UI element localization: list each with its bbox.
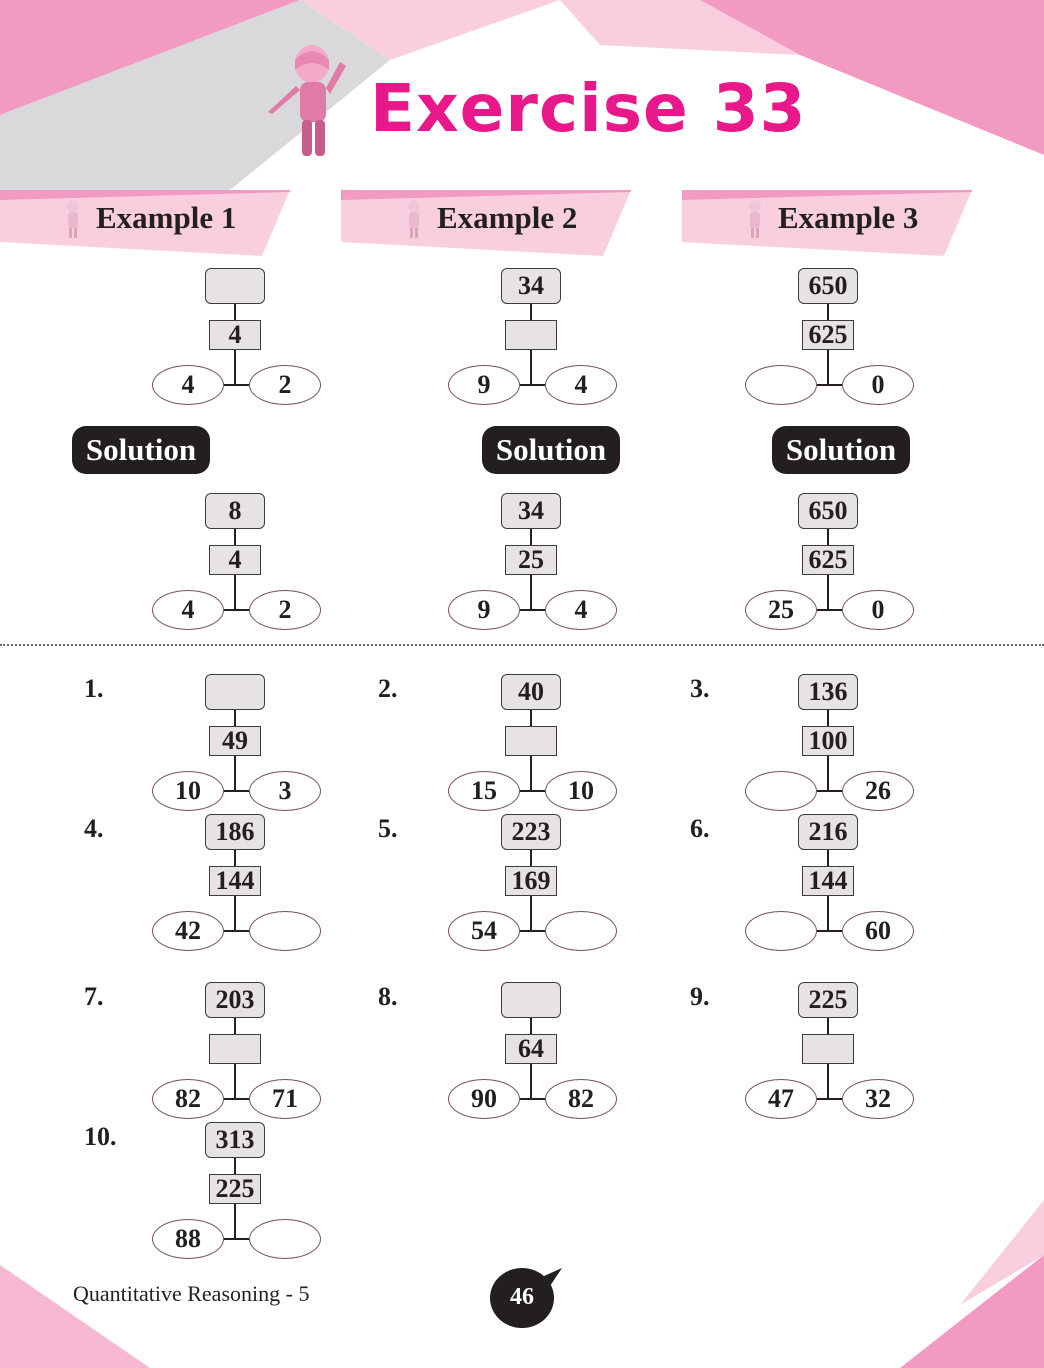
number-tree-diagram [448, 814, 628, 959]
top-box: 136 [798, 674, 858, 710]
question-number: 3. [690, 674, 710, 703]
top-box: 186 [205, 814, 265, 850]
example-label: Example 3 [778, 200, 919, 235]
connector-line [827, 575, 829, 611]
top-box: 225 [798, 982, 858, 1018]
connector-line [530, 850, 532, 866]
top-box: 203 [205, 982, 265, 1018]
mascot-icon [403, 198, 425, 240]
left-oval: 9 [448, 590, 520, 630]
number-tree-diagram [448, 268, 628, 413]
left-oval: 4 [152, 365, 224, 405]
right-oval[interactable] [545, 911, 617, 951]
connector-line [530, 710, 532, 726]
connector-line [817, 930, 842, 932]
connector-line [224, 384, 249, 386]
connector-line [234, 896, 236, 932]
number-tree-diagram [745, 982, 925, 1127]
connector-line [224, 609, 249, 611]
question-number: 9. [690, 982, 710, 1011]
connector-line [827, 529, 829, 545]
connector-line [817, 790, 842, 792]
left-oval: 54 [448, 911, 520, 951]
middle-box[interactable] [505, 320, 557, 350]
question-number: 6. [690, 814, 710, 843]
connector-line [827, 350, 829, 386]
question-number: 1. [84, 674, 104, 703]
connector-line [234, 529, 236, 545]
right-oval: 10 [545, 771, 617, 811]
right-oval: 32 [842, 1079, 914, 1119]
left-oval: 47 [745, 1079, 817, 1119]
mascot-icon [744, 198, 766, 240]
connector-line [234, 756, 236, 792]
middle-box: 49 [209, 726, 261, 756]
solution-badge: Solution [482, 426, 620, 474]
right-oval: 26 [842, 771, 914, 811]
connector-line [827, 896, 829, 932]
middle-box: 100 [802, 726, 854, 756]
right-oval: 60 [842, 911, 914, 951]
right-oval: 82 [545, 1079, 617, 1119]
middle-box: 144 [209, 866, 261, 896]
left-oval: 90 [448, 1079, 520, 1119]
connector-line [827, 1064, 829, 1100]
middle-box: 4 [209, 320, 261, 350]
connector-line [234, 1158, 236, 1174]
connector-line [530, 529, 532, 545]
connector-line [234, 1018, 236, 1034]
section-divider [0, 644, 1044, 646]
number-tree-diagram [745, 268, 925, 413]
connector-line [530, 350, 532, 386]
top-box: 40 [501, 674, 561, 710]
number-tree-diagram [448, 982, 628, 1127]
question-number: 5. [378, 814, 398, 843]
right-oval[interactable] [249, 1219, 321, 1259]
middle-box: 144 [802, 866, 854, 896]
top-box: 216 [798, 814, 858, 850]
number-tree-diagram [745, 814, 925, 959]
question-number: 8. [378, 982, 398, 1011]
number-tree-diagram [152, 493, 332, 638]
top-box: 8 [205, 493, 265, 529]
left-oval: 9 [448, 365, 520, 405]
middle-box: 64 [505, 1034, 557, 1064]
connector-line [827, 850, 829, 866]
right-oval: 4 [545, 365, 617, 405]
top-box: 34 [501, 268, 561, 304]
connector-line [224, 930, 249, 932]
question-number: 2. [378, 674, 398, 703]
top-box[interactable] [205, 674, 265, 710]
top-box: 650 [798, 493, 858, 529]
number-tree-diagram [745, 674, 925, 819]
right-oval: 3 [249, 771, 321, 811]
girl-mascot-icon [262, 42, 357, 162]
solution-badge: Solution [72, 426, 210, 474]
number-tree-diagram [152, 268, 332, 413]
mascot-icon [62, 198, 84, 240]
left-oval: 10 [152, 771, 224, 811]
connector-line [234, 350, 236, 386]
connector-line [530, 896, 532, 932]
connector-line [530, 756, 532, 792]
connector-line [827, 1018, 829, 1034]
connector-line [234, 710, 236, 726]
connector-line [520, 790, 545, 792]
connector-line [520, 384, 545, 386]
left-oval[interactable] [745, 911, 817, 951]
connector-line [520, 930, 545, 932]
number-tree-diagram [152, 814, 332, 959]
connector-line [234, 1064, 236, 1100]
connector-line [817, 609, 842, 611]
question-number: 4. [84, 814, 104, 843]
example-label: Example 2 [437, 200, 578, 235]
example-label: Example 1 [96, 200, 237, 235]
question-number: 10. [84, 1122, 117, 1151]
solution-badge: Solution [772, 426, 910, 474]
left-oval: 4 [152, 590, 224, 630]
top-box[interactable] [205, 268, 265, 304]
connector-line [827, 304, 829, 320]
connector-line [827, 756, 829, 792]
number-tree-diagram [745, 493, 925, 638]
question-number: 7. [84, 982, 104, 1011]
connector-line [530, 575, 532, 611]
right-oval[interactable] [249, 911, 321, 951]
top-box: 313 [205, 1122, 265, 1158]
connector-line [234, 1204, 236, 1240]
top-box: 650 [798, 268, 858, 304]
connector-line [234, 304, 236, 320]
connector-line [224, 790, 249, 792]
left-oval[interactable] [745, 365, 817, 405]
middle-box: 625 [802, 545, 854, 575]
right-oval: 4 [545, 590, 617, 630]
middle-box[interactable] [209, 1034, 261, 1064]
number-tree-diagram [152, 982, 332, 1127]
top-box[interactable] [501, 982, 561, 1018]
top-box: 223 [501, 814, 561, 850]
top-box: 34 [501, 493, 561, 529]
left-oval: 88 [152, 1219, 224, 1259]
right-oval: 0 [842, 365, 914, 405]
number-tree-diagram [152, 1122, 332, 1267]
page-number: 46 [510, 1283, 534, 1310]
right-oval: 71 [249, 1079, 321, 1119]
connector-line [530, 304, 532, 320]
number-tree-diagram [448, 674, 628, 819]
connector-line [817, 384, 842, 386]
right-oval: 2 [249, 365, 321, 405]
left-oval[interactable] [745, 771, 817, 811]
page-title: Exercise 33 [370, 70, 807, 147]
connector-line [827, 710, 829, 726]
left-oval: 82 [152, 1079, 224, 1119]
left-oval: 15 [448, 771, 520, 811]
right-oval: 0 [842, 590, 914, 630]
connector-line [520, 609, 545, 611]
connector-line [224, 1238, 249, 1240]
middle-box[interactable] [802, 1034, 854, 1064]
middle-box: 625 [802, 320, 854, 350]
number-tree-diagram [448, 493, 628, 638]
connector-line [530, 1064, 532, 1100]
left-oval: 42 [152, 911, 224, 951]
connector-line [234, 850, 236, 866]
right-oval: 2 [249, 590, 321, 630]
left-oval: 25 [745, 590, 817, 630]
middle-box: 169 [505, 866, 557, 896]
connector-line [520, 1098, 545, 1100]
middle-box[interactable] [505, 726, 557, 756]
connector-line [224, 1098, 249, 1100]
connector-line [817, 1098, 842, 1100]
middle-box: 25 [505, 545, 557, 575]
middle-box: 4 [209, 545, 261, 575]
book-title-footer: Quantitative Reasoning - 5 [73, 1281, 310, 1306]
middle-box: 225 [209, 1174, 261, 1204]
number-tree-diagram [152, 674, 332, 819]
connector-line [530, 1018, 532, 1034]
connector-line [234, 575, 236, 611]
